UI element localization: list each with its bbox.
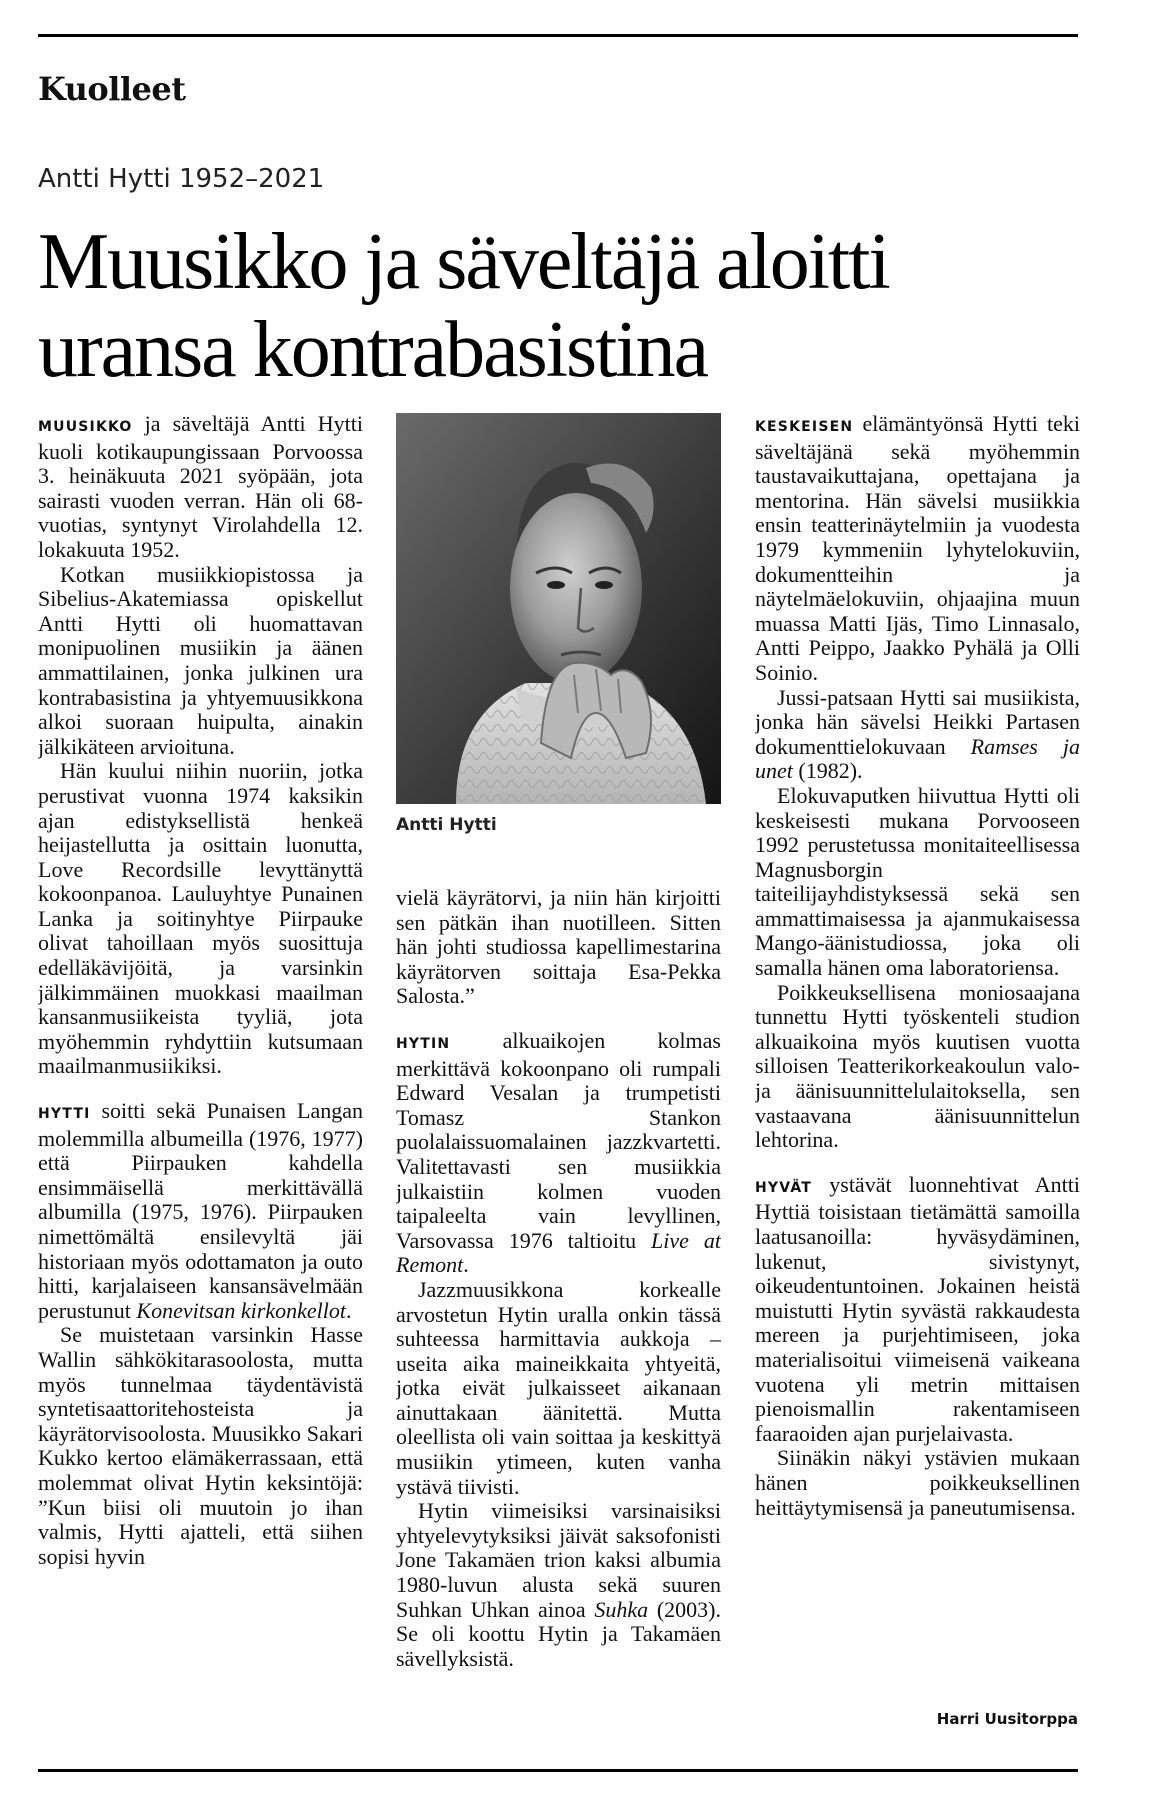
paragraph: vielä käyrätorvi, ja niin hän kirjoitti sen pätkän ihan nuotilleen. Sitten hän johti studiossa kapellimestarina käyrätorven soittaja Esa-Pekka Salosta.” [396,886,721,1009]
paragraph: Poikkeuksellisena moniosaajana tunnettu Hytti työskenteli studion alkuaikoina myös kuutisen vuotta silloisen Teatterikorkeakoulun valo- ja äänisuunnittelulaitoksella, sen vastaavana äänisuunnittelun lehtorina. [755,979,1080,1153]
lead-word: HYTIN [396,1035,451,1052]
work-title: Ramses ja unet [755,733,1080,784]
work-title: Konevitsan kirkonkellot [136,1297,346,1323]
paragraph: Kotkan musiikkiopistossa ja Sibelius-Akatemiassa opiskellut Antti Hytti oli huomattavan monipuolinen musiikin ja äänen ammattilainen, jonka julkinen ura kontrabasistina ja yhtyemuusikkona alkoi suoraan huipulta, ainakin jälkikäteen arvioituna. [38,561,363,759]
article-column-1 [38,412,363,1758]
section-title: Kuolleet [38,70,186,108]
paragraph: HYTIN alkuaikojen kolmas merkittävä kokoonpano oli rumpali Edward Vesalan ja trumpetisti Tomasz Stankon puolalaissuomalainen jazzkvartetti. Valitettavasti sen musiikkia julkaistiin kolmen vuoden taipaleelta vain levyllinen, Varsovassa 1976 taltioitu Live at Remont. [396,1027,721,1278]
portrait-photo [396,413,721,804]
bottom-rule [38,1769,1078,1772]
article-column-2 [396,886,721,1758]
author-byline: Harri Uusitorppa [936,1710,1078,1728]
paragraph: Siinäkin näkyi ystävien mukaan hänen poikkeuksellinen heittäytymisensä ja paneutumisensa. [755,1445,1080,1520]
lead-word: HYVÄT [755,1179,813,1196]
paragraph: MUUSIKKO ja säveltäjä Antti Hytti kuoli kotikaupungissaan Porvoossa 3. heinäkuuta 2021 syöpään, jota sairasti vuoden verran. Hän oli 68-vuotias, syntynyt Virolahdella 12. lokakuuta 1952. [38,412,363,562]
paragraph: Hän kuului niihin nuoriin, jotka perustivat vuonna 1974 kaksikin ajan edistyksellistä henkeä heijastellutta ja osittain luonutta, Love Recordsille levyttänyttä kokoonpanoa. Lauluyhtye Punainen Lanka ja soitinyhtye Piirpauke olivat tahoillaan myös suosittuja edelläkävijöitä, ja varsinkin jälkimmäinen muokkasi maailman kansanmusiikeista tyyliä, jota myöhemmin ryhdyttiin kutsumaan maailmanmusiikiksi. [38,758,363,1079]
article-column-3 [755,412,1080,1758]
photo-caption: Antti Hytti [396,815,497,835]
lead-word: MUUSIKKO [38,419,133,435]
lead-word: KESKEISEN [755,419,854,435]
paragraph: Jussi-patsaan Hytti sai musiikista, jonka hän sävelsi Heikki Partasen dokumenttielokuvaan Ramses ja unet (1982). [755,684,1080,784]
paragraph: KESKEISEN elämäntyönsä Hytti teki säveltäjänä sekä myöhemmin taustavaikuttajana, opettajana ja mentorina. Hän sävelsi musiikkia ensin teatterinäytelmiin ja vuodesta 1979 kymmeniin lyhytelokuviin, dokumentteihin ja näytelmäelokuviin, ohjaajina muun muassa Matti Ijäs, Timo Linnasalo, Antti Peippo, Jaakko Pyhälä ja Olli Soinio. [755,412,1080,685]
paragraph: HYVÄT ystävät luonnehtivat Antti Hyttiä toisistaan tietämättä samoilla laatusanoilla: hyväsydäminen, lukenut, sivistynyt, oikeudentuntoinen. Jokainen heistä muistutti Hytin syvästä rakkaudesta mereen ja purjehtimiseen, joka materialisoitui viimeisenä vaikeana vuotena yli metrin mittaisen pienoismallin rakentamiseen faaraoiden ajan purjelaivasta. [755,1171,1080,1446]
paragraph: Jazzmuusikkona korkealle arvostetun Hytin uralla onkin tässä suhteessa harmittavia aukkoja – useita aika maineikkaita yhtyeitä, jotka eivät julkaisseet aikanaan ainuttakaan äänitettä. Mutta oleellista oli vain soittaa ja keskittyä musiikin ytimeen, kuten vanha ystävä tiivisti. [396,1276,721,1499]
paragraph: HYTTI soitti sekä Punaisen Langan molemmilla albumeilla (1976, 1977) että Piirpauken kahdella ensimmäisellä merkittävällä albumilla (1975, 1976). Piirpauken nimettömältä ensilevyltä jäi historiaan myös odottamaton ja outo hitti, karjalaiseen kansansävelmään perustunut Konevitsan kirkonkellot. [38,1098,363,1323]
paragraph: Hytin viimeisiksi varsinaisiksi yhtyelevytyksiksi jäivät saksofonisti Jone Takamäen trion kaksi albumia 1980-luvun alusta sekä suuren Suhkan Uhkan ainoa Suhka (2003). Se oli koottu Hytin ja Takamäen sävellyksistä. [396,1498,721,1671]
kicker: Antti Hytti 1952–2021 [38,164,325,194]
headline: Muusikko ja säveltäjä aloitti uransa kontrabasistina [38,218,889,394]
work-title: Live at Remont [396,1227,721,1278]
paragraph: Se muistetaan varsinkin Hasse Wallin sähkökitarasoolosta, mutta myös tunnelmaa täydentävistä syntetisaattoritehosteista ja käyrätorvisoolosta. Muusikko Sakari Kukko kertoo elämäkerrassaan, että molemmat olivat Hytin keksintöjä: ”Kun biisi oli muutoin jo ihan valmis, Hytti ajatteli, että siihen sopisi hyvin [38,1322,363,1569]
work-title: Suhka [594,1596,649,1622]
top-rule [38,34,1078,37]
lead-word: HYTTI [38,1106,91,1123]
paragraph: Elokuvaputken hiivuttua Hytti oli keskeisesti mukana Porvooseen 1992 perustetussa monitaiteellisessa Magnusborgin taiteilijayhdistyksessä sekä sen ammattimaisessa ja ajanmukaisessa Mango-äänistudiossa, joka oli samalla hänen oma laboratoriensa. [755,782,1080,981]
